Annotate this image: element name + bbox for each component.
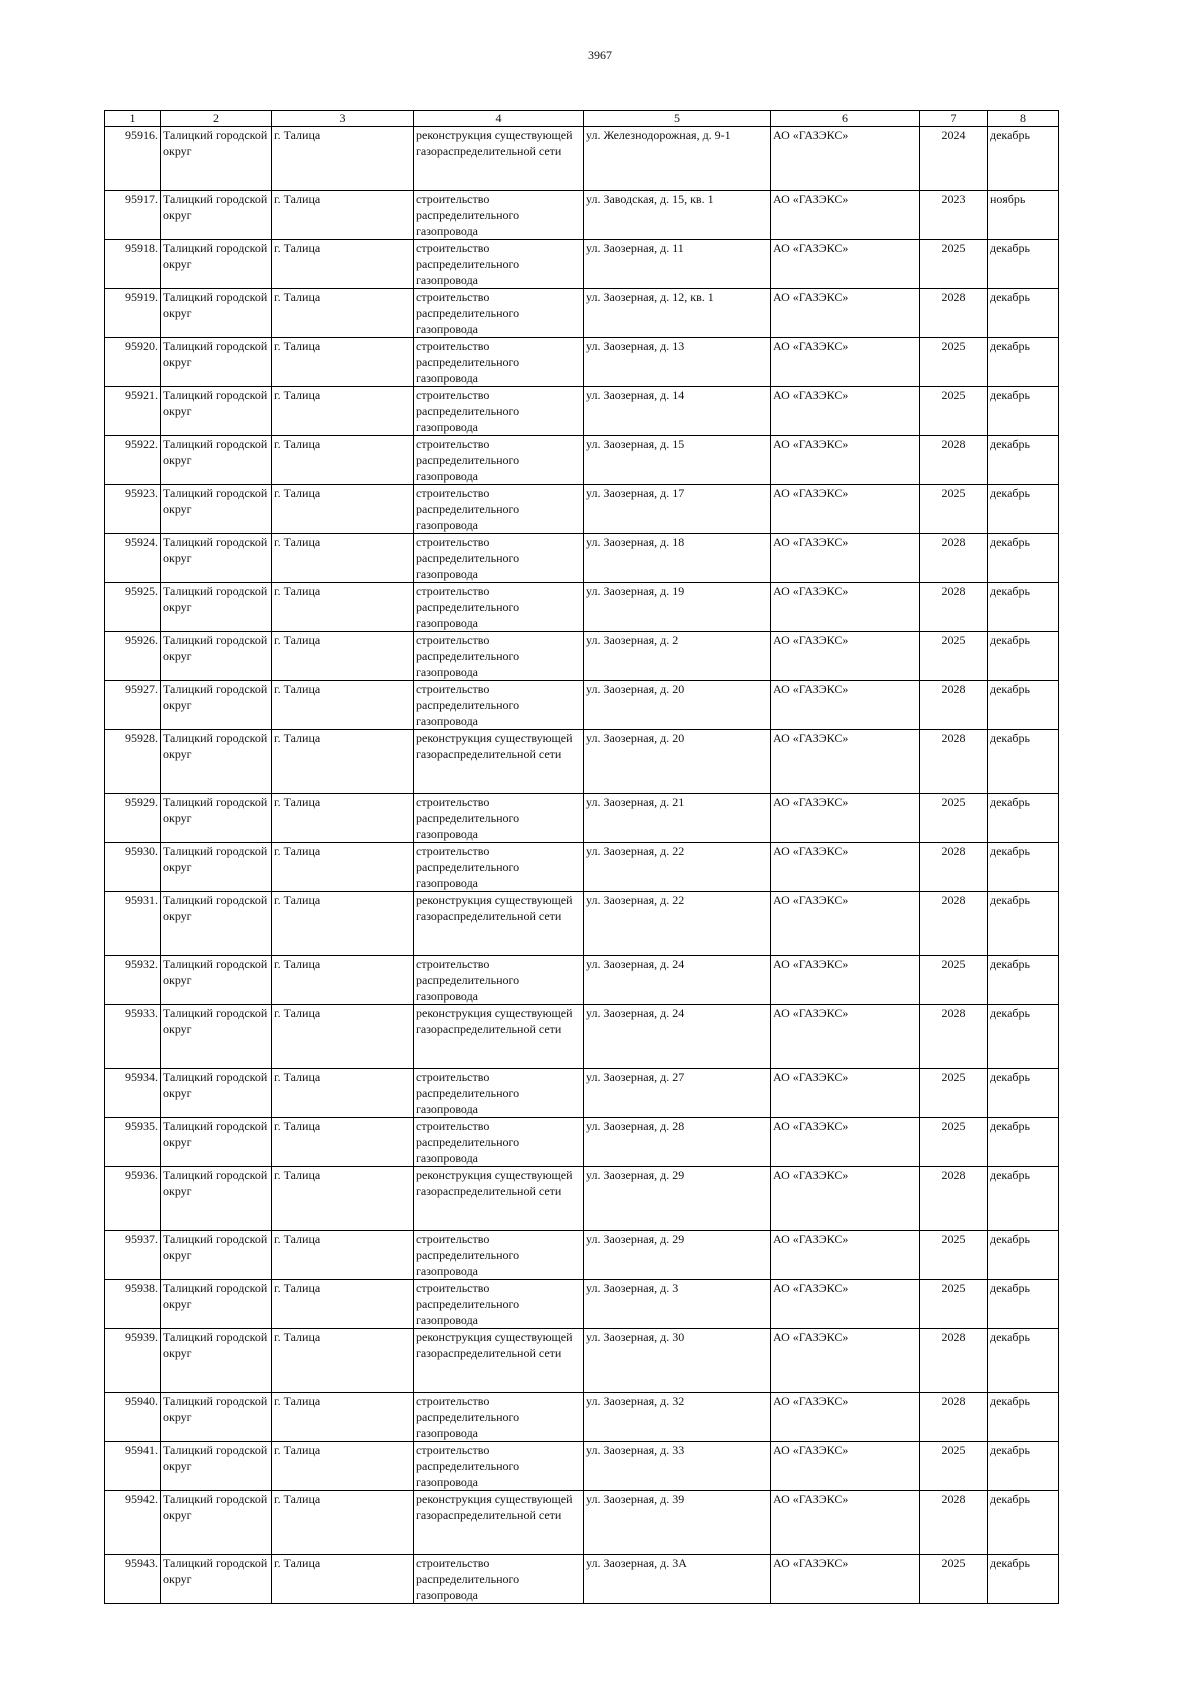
- locality-cell: г. Талица: [272, 1118, 414, 1167]
- month-cell: декабрь: [988, 632, 1059, 681]
- organization-cell: АО «ГАЗЭКС»: [771, 534, 920, 583]
- year-cell: 2028: [920, 1167, 988, 1231]
- organization-cell: АО «ГАЗЭКС»: [771, 632, 920, 681]
- organization-cell: АО «ГАЗЭКС»: [771, 1005, 920, 1069]
- year-cell: 2028: [920, 1393, 988, 1442]
- table-row: [105, 1491, 1059, 1555]
- year-cell: 2025: [920, 956, 988, 1005]
- address-cell: ул. Заозерная, д. 22: [584, 843, 771, 892]
- organization-cell: АО «ГАЗЭКС»: [771, 1167, 920, 1231]
- district-cell: Талицкий городской округ: [161, 338, 272, 387]
- organization-cell: АО «ГАЗЭКС»: [771, 1280, 920, 1329]
- district-cell: Талицкий городской округ: [161, 1329, 272, 1393]
- month-cell: декабрь: [988, 1491, 1059, 1555]
- table-row: [105, 1118, 1059, 1167]
- work-type-cell: строительство распределительного газопровода: [414, 1393, 584, 1442]
- row-number: 95928.: [105, 730, 161, 794]
- table-header: [105, 111, 1059, 127]
- table-row: [105, 1555, 1059, 1604]
- district-cell: Талицкий городской округ: [161, 1555, 272, 1604]
- column-number-row: [105, 111, 1059, 127]
- year-cell: 2028: [920, 1329, 988, 1393]
- work-type-cell: строительство распределительного газопровода: [414, 338, 584, 387]
- organization-cell: АО «ГАЗЭКС»: [771, 794, 920, 843]
- address-cell: ул. Заозерная, д. 15: [584, 436, 771, 485]
- row-number: 95940.: [105, 1393, 161, 1442]
- table-row: [105, 730, 1059, 794]
- district-cell: Талицкий городской округ: [161, 1442, 272, 1491]
- register-table: [104, 110, 1059, 1604]
- locality-cell: г. Талица: [272, 843, 414, 892]
- row-number: 95938.: [105, 1280, 161, 1329]
- address-cell: ул. Заозерная, д. 3А: [584, 1555, 771, 1604]
- organization-cell: АО «ГАЗЭКС»: [771, 583, 920, 632]
- locality-cell: г. Талица: [272, 1329, 414, 1393]
- work-type-cell: реконструкция существующей газораспределительной сети: [414, 127, 584, 191]
- district-cell: Талицкий городской округ: [161, 1118, 272, 1167]
- year-cell: 2025: [920, 485, 988, 534]
- organization-cell: АО «ГАЗЭКС»: [771, 1118, 920, 1167]
- table-row: [105, 1231, 1059, 1280]
- address-cell: ул. Заозерная, д. 24: [584, 956, 771, 1005]
- row-number: 95918.: [105, 240, 161, 289]
- year-cell: 2025: [920, 632, 988, 681]
- table-body: [105, 127, 1059, 1604]
- district-cell: Талицкий городской округ: [161, 632, 272, 681]
- address-cell: ул. Заозерная, д. 17: [584, 485, 771, 534]
- organization-cell: АО «ГАЗЭКС»: [771, 387, 920, 436]
- district-cell: Талицкий городской округ: [161, 534, 272, 583]
- organization-cell: АО «ГАЗЭКС»: [771, 1069, 920, 1118]
- organization-cell: АО «ГАЗЭКС»: [771, 1231, 920, 1280]
- locality-cell: г. Талица: [272, 338, 414, 387]
- organization-cell: АО «ГАЗЭКС»: [771, 956, 920, 1005]
- table-row: [105, 534, 1059, 583]
- district-cell: Талицкий городской округ: [161, 1069, 272, 1118]
- table-row: [105, 127, 1059, 191]
- month-cell: декабрь: [988, 681, 1059, 730]
- locality-cell: г. Талица: [272, 730, 414, 794]
- month-cell: декабрь: [988, 843, 1059, 892]
- table-row: [105, 843, 1059, 892]
- district-cell: Талицкий городской округ: [161, 1280, 272, 1329]
- month-cell: декабрь: [988, 956, 1059, 1005]
- month-cell: декабрь: [988, 1118, 1059, 1167]
- district-cell: Талицкий городской округ: [161, 892, 272, 956]
- table-row: [105, 583, 1059, 632]
- column-number: 7: [920, 111, 988, 127]
- table-row: [105, 1329, 1059, 1393]
- column-number: 1: [105, 111, 161, 127]
- district-cell: Талицкий городской округ: [161, 843, 272, 892]
- locality-cell: г. Талица: [272, 240, 414, 289]
- locality-cell: г. Талица: [272, 892, 414, 956]
- locality-cell: г. Талица: [272, 632, 414, 681]
- work-type-cell: строительство распределительного газопровода: [414, 1555, 584, 1604]
- row-number: 95927.: [105, 681, 161, 730]
- table-row: [105, 1167, 1059, 1231]
- organization-cell: АО «ГАЗЭКС»: [771, 892, 920, 956]
- address-cell: ул. Заозерная, д. 28: [584, 1118, 771, 1167]
- organization-cell: АО «ГАЗЭКС»: [771, 127, 920, 191]
- district-cell: Талицкий городской округ: [161, 1005, 272, 1069]
- locality-cell: г. Талица: [272, 534, 414, 583]
- month-cell: декабрь: [988, 534, 1059, 583]
- district-cell: Талицкий городской округ: [161, 127, 272, 191]
- row-number: 95921.: [105, 387, 161, 436]
- column-number: 3: [272, 111, 414, 127]
- month-cell: декабрь: [988, 127, 1059, 191]
- address-cell: ул. Заозерная, д. 20: [584, 681, 771, 730]
- address-cell: ул. Заозерная, д. 19: [584, 583, 771, 632]
- address-cell: ул. Заводская, д. 15, кв. 1: [584, 191, 771, 240]
- table-row: [105, 485, 1059, 534]
- organization-cell: АО «ГАЗЭКС»: [771, 191, 920, 240]
- work-type-cell: строительство распределительного газопровода: [414, 843, 584, 892]
- locality-cell: г. Талица: [272, 1491, 414, 1555]
- row-number: 95931.: [105, 892, 161, 956]
- month-cell: декабрь: [988, 1442, 1059, 1491]
- month-cell: декабрь: [988, 794, 1059, 843]
- organization-cell: АО «ГАЗЭКС»: [771, 1555, 920, 1604]
- table-row: [105, 892, 1059, 956]
- table-row: [105, 1393, 1059, 1442]
- address-cell: ул. Заозерная, д. 29: [584, 1231, 771, 1280]
- month-cell: декабрь: [988, 1393, 1059, 1442]
- district-cell: Талицкий городской округ: [161, 1231, 272, 1280]
- table-row: [105, 240, 1059, 289]
- row-number: 95925.: [105, 583, 161, 632]
- month-cell: декабрь: [988, 583, 1059, 632]
- work-type-cell: реконструкция существующей газораспределительной сети: [414, 1491, 584, 1555]
- month-cell: декабрь: [988, 1167, 1059, 1231]
- work-type-cell: строительство распределительного газопровода: [414, 436, 584, 485]
- row-number: 95930.: [105, 843, 161, 892]
- organization-cell: АО «ГАЗЭКС»: [771, 1329, 920, 1393]
- table-row: [105, 387, 1059, 436]
- column-number: 2: [161, 111, 272, 127]
- address-cell: ул. Заозерная, д. 27: [584, 1069, 771, 1118]
- year-cell: 2025: [920, 338, 988, 387]
- table-row: [105, 289, 1059, 338]
- address-cell: ул. Заозерная, д. 32: [584, 1393, 771, 1442]
- locality-cell: г. Талица: [272, 289, 414, 338]
- table-row: [105, 632, 1059, 681]
- locality-cell: г. Талица: [272, 1393, 414, 1442]
- column-number: 5: [584, 111, 771, 127]
- work-type-cell: строительство распределительного газопровода: [414, 1280, 584, 1329]
- work-type-cell: строительство распределительного газопровода: [414, 289, 584, 338]
- address-cell: ул. Заозерная, д. 3: [584, 1280, 771, 1329]
- month-cell: декабрь: [988, 240, 1059, 289]
- table-row: [105, 1069, 1059, 1118]
- organization-cell: АО «ГАЗЭКС»: [771, 1491, 920, 1555]
- address-cell: ул. Заозерная, д. 29: [584, 1167, 771, 1231]
- organization-cell: АО «ГАЗЭКС»: [771, 1393, 920, 1442]
- district-cell: Талицкий городской округ: [161, 730, 272, 794]
- address-cell: ул. Заозерная, д. 18: [584, 534, 771, 583]
- district-cell: Талицкий городской округ: [161, 387, 272, 436]
- locality-cell: г. Талица: [272, 436, 414, 485]
- locality-cell: г. Талица: [272, 794, 414, 843]
- district-cell: Талицкий городской округ: [161, 485, 272, 534]
- row-number: 95919.: [105, 289, 161, 338]
- year-cell: 2025: [920, 1231, 988, 1280]
- month-cell: декабрь: [988, 1555, 1059, 1604]
- organization-cell: АО «ГАЗЭКС»: [771, 338, 920, 387]
- work-type-cell: строительство распределительного газопровода: [414, 1231, 584, 1280]
- organization-cell: АО «ГАЗЭКС»: [771, 843, 920, 892]
- address-cell: ул. Заозерная, д. 14: [584, 387, 771, 436]
- row-number: 95943.: [105, 1555, 161, 1604]
- table-row: [105, 338, 1059, 387]
- district-cell: Талицкий городской округ: [161, 436, 272, 485]
- address-cell: ул. Заозерная, д. 2: [584, 632, 771, 681]
- row-number: 95929.: [105, 794, 161, 843]
- month-cell: декабрь: [988, 1329, 1059, 1393]
- row-number: 95932.: [105, 956, 161, 1005]
- row-number: 95933.: [105, 1005, 161, 1069]
- address-cell: ул. Заозерная, д. 12, кв. 1: [584, 289, 771, 338]
- work-type-cell: строительство распределительного газопровода: [414, 485, 584, 534]
- row-number: 95916.: [105, 127, 161, 191]
- locality-cell: г. Талица: [272, 681, 414, 730]
- locality-cell: г. Талица: [272, 1231, 414, 1280]
- work-type-cell: реконструкция существующей газораспределительной сети: [414, 730, 584, 794]
- row-number: 95917.: [105, 191, 161, 240]
- year-cell: 2028: [920, 289, 988, 338]
- row-number: 95926.: [105, 632, 161, 681]
- month-cell: декабрь: [988, 289, 1059, 338]
- district-cell: Талицкий городской округ: [161, 289, 272, 338]
- year-cell: 2025: [920, 1069, 988, 1118]
- address-cell: ул. Заозерная, д. 39: [584, 1491, 771, 1555]
- work-type-cell: строительство распределительного газопровода: [414, 1442, 584, 1491]
- month-cell: декабрь: [988, 338, 1059, 387]
- district-cell: Талицкий городской округ: [161, 1393, 272, 1442]
- organization-cell: АО «ГАЗЭКС»: [771, 436, 920, 485]
- district-cell: Талицкий городской округ: [161, 240, 272, 289]
- work-type-cell: реконструкция существующей газораспределительной сети: [414, 1329, 584, 1393]
- locality-cell: г. Талица: [272, 1069, 414, 1118]
- work-type-cell: строительство распределительного газопровода: [414, 681, 584, 730]
- month-cell: декабрь: [988, 485, 1059, 534]
- month-cell: декабрь: [988, 1069, 1059, 1118]
- row-number: 95922.: [105, 436, 161, 485]
- row-number: 95941.: [105, 1442, 161, 1491]
- organization-cell: АО «ГАЗЭКС»: [771, 681, 920, 730]
- locality-cell: г. Талица: [272, 1280, 414, 1329]
- year-cell: 2028: [920, 583, 988, 632]
- district-cell: Талицкий городской округ: [161, 956, 272, 1005]
- row-number: 95923.: [105, 485, 161, 534]
- address-cell: ул. Заозерная, д. 24: [584, 1005, 771, 1069]
- month-cell: декабрь: [988, 387, 1059, 436]
- row-number: 95934.: [105, 1069, 161, 1118]
- work-type-cell: строительство распределительного газопровода: [414, 632, 584, 681]
- year-cell: 2025: [920, 1442, 988, 1491]
- locality-cell: г. Талица: [272, 1442, 414, 1491]
- address-cell: ул. Заозерная, д. 11: [584, 240, 771, 289]
- work-type-cell: реконструкция существующей газораспределительной сети: [414, 892, 584, 956]
- locality-cell: г. Талица: [272, 191, 414, 240]
- table-row: [105, 1280, 1059, 1329]
- address-cell: ул. Заозерная, д. 21: [584, 794, 771, 843]
- work-type-cell: строительство распределительного газопровода: [414, 794, 584, 843]
- row-number: 95939.: [105, 1329, 161, 1393]
- address-cell: ул. Заозерная, д. 30: [584, 1329, 771, 1393]
- row-number: 95937.: [105, 1231, 161, 1280]
- row-number: 95942.: [105, 1491, 161, 1555]
- district-cell: Талицкий городской округ: [161, 583, 272, 632]
- work-type-cell: строительство распределительного газопровода: [414, 583, 584, 632]
- table-row: [105, 191, 1059, 240]
- row-number: 95936.: [105, 1167, 161, 1231]
- district-cell: Талицкий городской округ: [161, 1491, 272, 1555]
- organization-cell: АО «ГАЗЭКС»: [771, 730, 920, 794]
- year-cell: 2025: [920, 1280, 988, 1329]
- month-cell: декабрь: [988, 436, 1059, 485]
- year-cell: 2023: [920, 191, 988, 240]
- column-number: 4: [414, 111, 584, 127]
- table-row: [105, 794, 1059, 843]
- work-type-cell: строительство распределительного газопровода: [414, 1118, 584, 1167]
- organization-cell: АО «ГАЗЭКС»: [771, 485, 920, 534]
- organization-cell: АО «ГАЗЭКС»: [771, 289, 920, 338]
- year-cell: 2028: [920, 1005, 988, 1069]
- district-cell: Талицкий городской округ: [161, 191, 272, 240]
- locality-cell: г. Талица: [272, 387, 414, 436]
- locality-cell: г. Талица: [272, 956, 414, 1005]
- row-number: 95920.: [105, 338, 161, 387]
- work-type-cell: строительство распределительного газопровода: [414, 956, 584, 1005]
- address-cell: ул. Заозерная, д. 13: [584, 338, 771, 387]
- address-cell: ул. Заозерная, д. 20: [584, 730, 771, 794]
- work-type-cell: реконструкция существующей газораспределительной сети: [414, 1005, 584, 1069]
- month-cell: декабрь: [988, 1005, 1059, 1069]
- year-cell: 2028: [920, 892, 988, 956]
- year-cell: 2025: [920, 1118, 988, 1167]
- year-cell: 2028: [920, 436, 988, 485]
- page-number: 3967: [588, 48, 612, 62]
- work-type-cell: строительство распределительного газопровода: [414, 1069, 584, 1118]
- column-number: 6: [771, 111, 920, 127]
- year-cell: 2025: [920, 387, 988, 436]
- work-type-cell: строительство распределительного газопровода: [414, 387, 584, 436]
- work-type-cell: строительство распределительного газопровода: [414, 191, 584, 240]
- table-row: [105, 1442, 1059, 1491]
- year-cell: 2025: [920, 240, 988, 289]
- locality-cell: г. Талица: [272, 1555, 414, 1604]
- table-row: [105, 436, 1059, 485]
- table-row: [105, 1005, 1059, 1069]
- locality-cell: г. Талица: [272, 1167, 414, 1231]
- table-row: [105, 681, 1059, 730]
- organization-cell: АО «ГАЗЭКС»: [771, 1442, 920, 1491]
- organization-cell: АО «ГАЗЭКС»: [771, 240, 920, 289]
- district-cell: Талицкий городской округ: [161, 681, 272, 730]
- year-cell: 2028: [920, 1491, 988, 1555]
- work-type-cell: строительство распределительного газопровода: [414, 240, 584, 289]
- table-row: [105, 956, 1059, 1005]
- month-cell: ноябрь: [988, 191, 1059, 240]
- row-number: 95924.: [105, 534, 161, 583]
- year-cell: 2024: [920, 127, 988, 191]
- district-cell: Талицкий городской округ: [161, 794, 272, 843]
- locality-cell: г. Талица: [272, 1005, 414, 1069]
- year-cell: 2028: [920, 843, 988, 892]
- locality-cell: г. Талица: [272, 485, 414, 534]
- district-cell: Талицкий городской округ: [161, 1167, 272, 1231]
- year-cell: 2028: [920, 730, 988, 794]
- address-cell: ул. Железнодорожная, д. 9-1: [584, 127, 771, 191]
- month-cell: декабрь: [988, 892, 1059, 956]
- row-number: 95935.: [105, 1118, 161, 1167]
- month-cell: декабрь: [988, 1231, 1059, 1280]
- year-cell: 2025: [920, 1555, 988, 1604]
- work-type-cell: реконструкция существующей газораспределительной сети: [414, 1167, 584, 1231]
- month-cell: декабрь: [988, 730, 1059, 794]
- year-cell: 2025: [920, 794, 988, 843]
- month-cell: декабрь: [988, 1280, 1059, 1329]
- work-type-cell: строительство распределительного газопровода: [414, 534, 584, 583]
- address-cell: ул. Заозерная, д. 22: [584, 892, 771, 956]
- column-number: 8: [988, 111, 1059, 127]
- locality-cell: г. Талица: [272, 583, 414, 632]
- locality-cell: г. Талица: [272, 127, 414, 191]
- year-cell: 2028: [920, 534, 988, 583]
- address-cell: ул. Заозерная, д. 33: [584, 1442, 771, 1491]
- year-cell: 2028: [920, 681, 988, 730]
